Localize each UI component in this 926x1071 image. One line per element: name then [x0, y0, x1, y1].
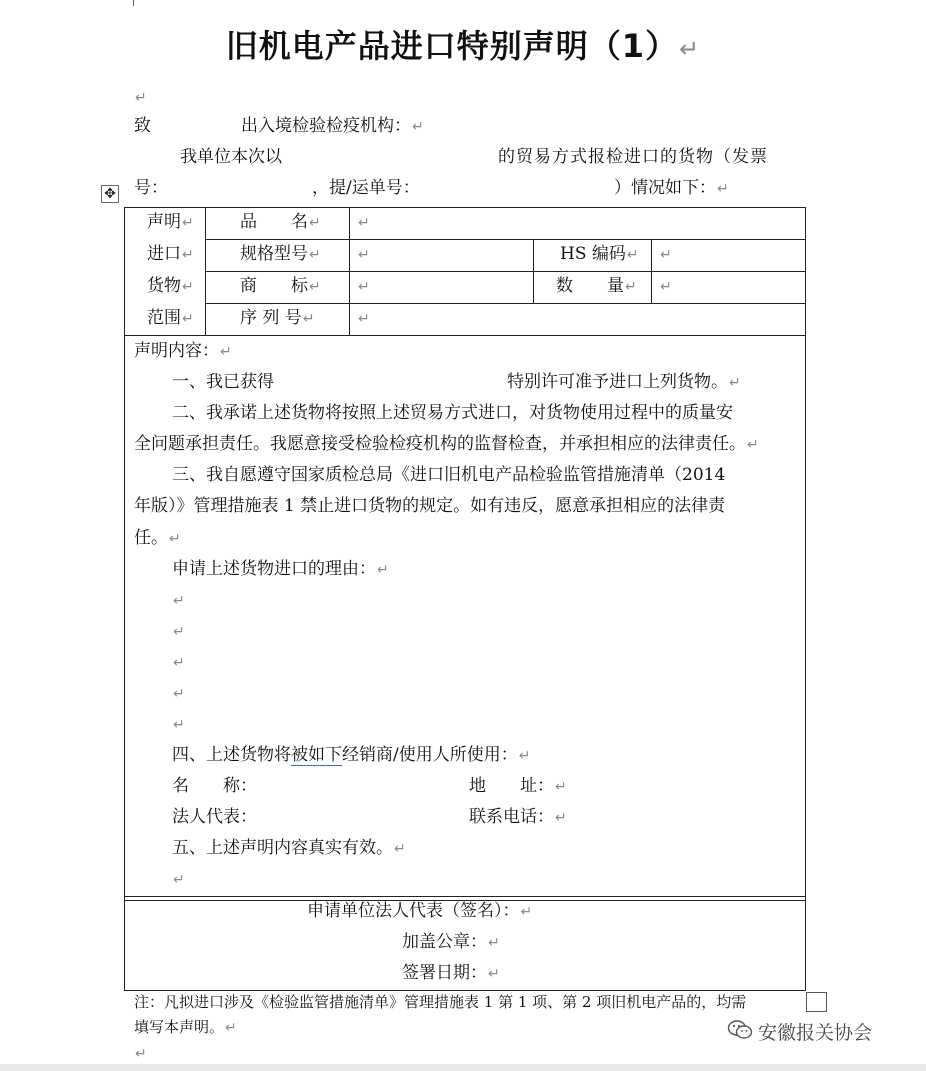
- intro-invoice-label: 号：: [134, 178, 168, 198]
- serial-label: 序 列 号↵: [240, 308, 315, 328]
- signature-seal: 加盖公章：↵: [402, 932, 500, 952]
- reason-blank-line[interactable]: ↵: [173, 593, 185, 609]
- signature-date: 签署日期：↵: [402, 963, 500, 983]
- intro-part2: 的贸易方式报检进口的货物（发票: [498, 147, 768, 167]
- product-name-cell[interactable]: ↵: [358, 215, 370, 231]
- item3-line3: 任。↵: [134, 528, 181, 548]
- intro-bill-label: ，提/运单号：: [312, 178, 420, 198]
- section-divider: [124, 335, 806, 336]
- item3-line1: 三、我自愿遵守国家质检总局《进口旧机电产品检验监管措施清单（2014: [172, 465, 726, 485]
- quantity-label: 数 量↵: [556, 276, 637, 296]
- scope-label-4: 范围↵: [147, 308, 194, 328]
- col-divider: [651, 239, 652, 303]
- wechat-icon: [727, 1019, 753, 1041]
- quantity-cell[interactable]: ↵: [660, 279, 672, 295]
- addressee-line: 出入境检验检疫机构：↵: [241, 116, 424, 136]
- checkbox[interactable]: [806, 992, 827, 1012]
- intro-part1: 我单位本次以: [180, 147, 282, 167]
- table-move-handle-icon[interactable]: ✥: [101, 185, 119, 203]
- reason-heading: 申请上述货物进口的理由：↵: [172, 559, 389, 579]
- document-title: 旧机电产品进口特别声明（1）↵: [225, 27, 701, 65]
- declaration-table: [124, 207, 806, 991]
- scope-label-1: 声明↵: [147, 212, 194, 232]
- row-divider: [205, 239, 806, 240]
- statement-heading: 声明内容：↵: [134, 341, 232, 361]
- dealer-name-label: 名 称：: [172, 776, 257, 796]
- item2-line2: 全问题承担责任。我愿意接受检验检疫机构的监督检查，并承担相应的法律责任。↵: [134, 434, 759, 454]
- legal-rep-label: 法人代表：: [172, 807, 257, 827]
- model-label: 规格型号↵: [240, 244, 321, 264]
- scope-label-2: 进口↵: [147, 244, 194, 264]
- model-cell[interactable]: ↵: [358, 247, 370, 263]
- row-divider: [205, 303, 806, 304]
- reason-blank-line[interactable]: ↵: [173, 686, 185, 702]
- crop-mark: [133, 0, 134, 6]
- empty-paragraph: ↵: [173, 872, 185, 888]
- serial-cell[interactable]: ↵: [358, 311, 370, 327]
- reason-blank-line[interactable]: ↵: [173, 717, 185, 733]
- brand-label: 商 标↵: [240, 276, 321, 296]
- item5-line: 五、上述声明内容真实有效。↵: [172, 838, 406, 858]
- reason-blank-line[interactable]: ↵: [173, 655, 185, 671]
- tracked-change-text: 被如下: [291, 745, 342, 765]
- item1-part-b: 特别许可准予进口上列货物。↵: [507, 372, 741, 392]
- item2-line1: 二、我承诺上述货物将按照上述贸易方式进口，对货物使用过程中的质量安: [172, 403, 733, 423]
- item4-line: 四、上述货物将被如下经销商/使用人所使用：↵: [172, 745, 531, 765]
- reason-blank-line[interactable]: ↵: [173, 624, 185, 640]
- empty-paragraph: ↵: [135, 1046, 147, 1062]
- item3-line2: 年版）》管理措施表 1 禁止进口货物的规定。如有违反，愿意承担相应的法律责: [134, 496, 726, 516]
- brand-cell[interactable]: ↵: [358, 279, 370, 295]
- hs-code-label: HS 编码↵: [560, 244, 639, 264]
- footnote-line2: 填写本声明。↵: [134, 1018, 237, 1036]
- watermark-text: 安徽报关协会: [758, 1022, 873, 1044]
- empty-paragraph: ↵: [135, 90, 147, 106]
- row-divider: [205, 271, 806, 272]
- phone-label: 联系电话：↵: [469, 807, 567, 827]
- page-bottom-band: [0, 1064, 926, 1071]
- intro-situation: ）情况如下：↵: [614, 178, 729, 198]
- signature-rep: 申请单位法人代表（签名）：↵: [307, 901, 533, 921]
- col-divider: [533, 239, 534, 303]
- col-divider: [205, 207, 206, 335]
- section-divider: [124, 896, 806, 897]
- dealer-address-label: 地 址：↵: [469, 776, 567, 796]
- col-divider: [349, 207, 350, 335]
- scope-label-3: 货物↵: [147, 276, 194, 296]
- footnote-line1: 注：凡拟进口涉及《检验监管措施清单》管理措施表 1 第 1 项、第 2 项旧机电产品的，均需: [134, 993, 747, 1011]
- item1-part-a: 一、我已获得: [172, 372, 274, 392]
- addressee-prefix: 致: [134, 116, 151, 136]
- product-name-label: 品 名↵: [240, 212, 321, 232]
- hs-code-cell[interactable]: ↵: [660, 247, 672, 263]
